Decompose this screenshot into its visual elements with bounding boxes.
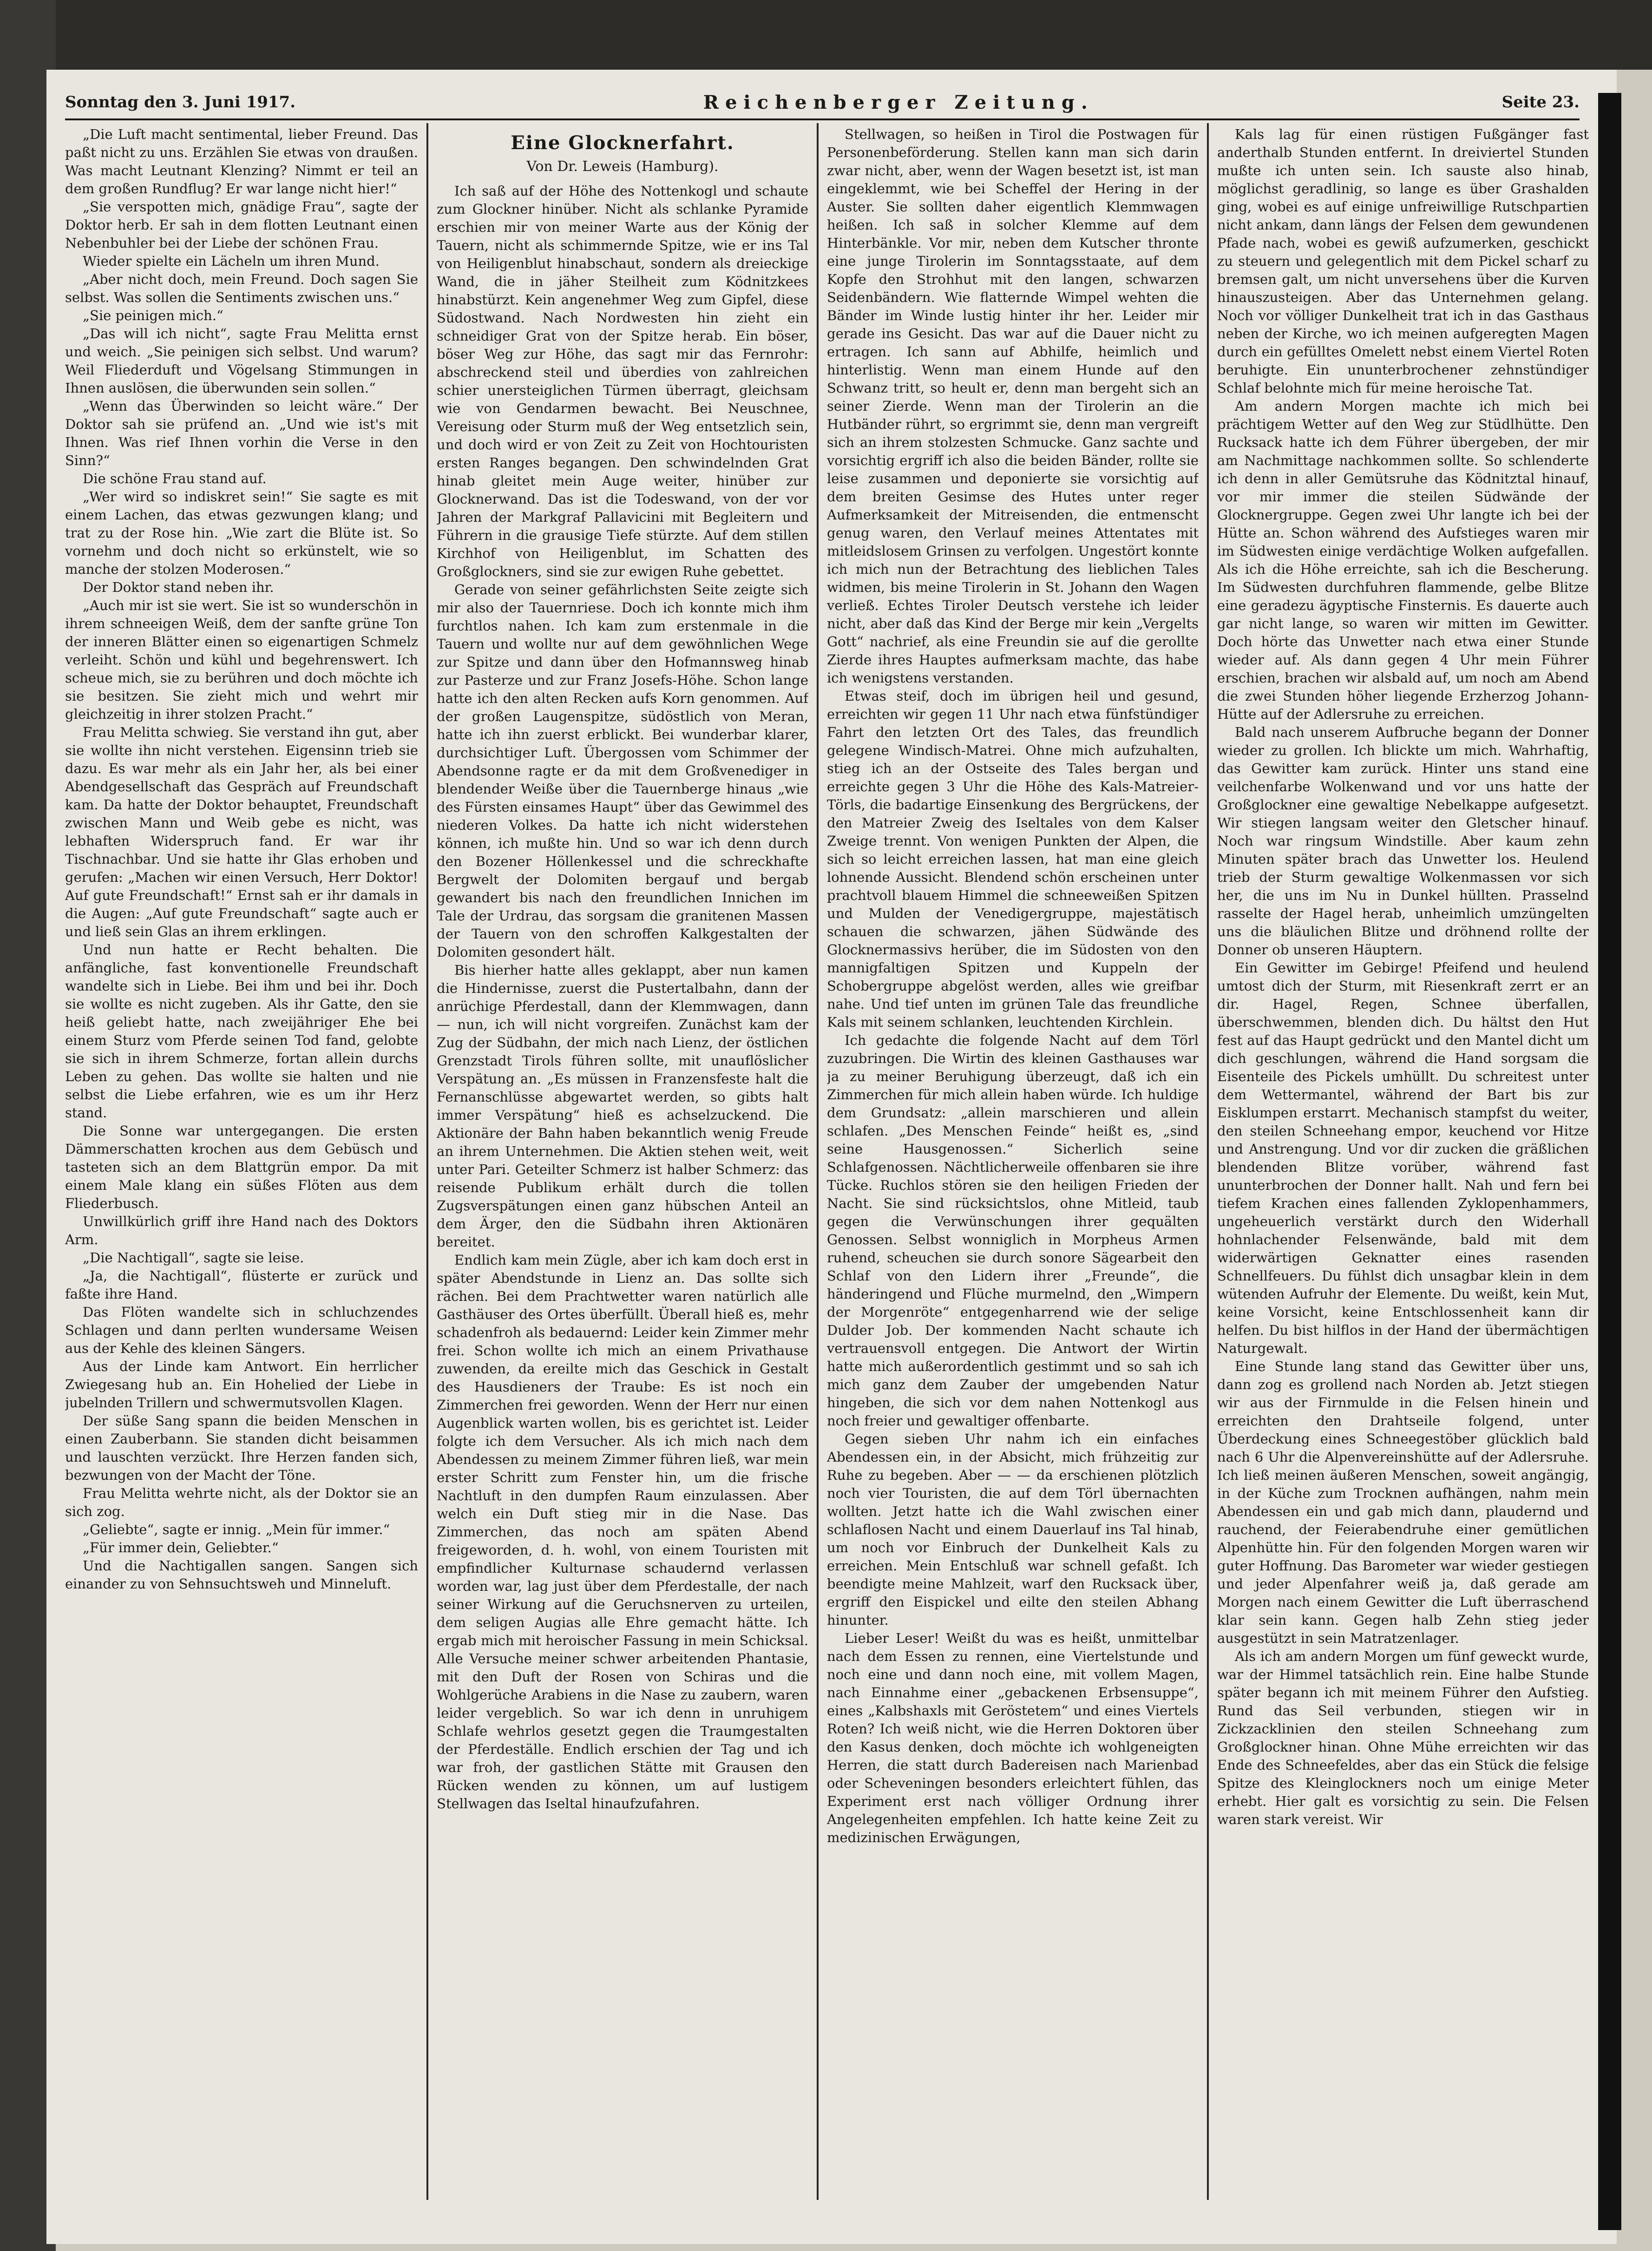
paragraph: Unwillkürlich griff ihre Hand nach des Doktors Arm. xyxy=(65,1214,418,1247)
paragraph: Die schöne Frau stand auf. xyxy=(83,471,267,486)
paragraph: Und nun hatte er Recht behalten. Die anfängliche, fast konventionelle Freundschaft wandelte sich in Liebe. Bei ihm und bei ihr. Doch sie wollte es nicht zugeben. Als ihr Gatte, den sie heiß geliebt hatte, nach zweijähriger Ehe bei einem Sturz vom Pferde seinen Tod fand, gelobte sie sich in ihrem Schmerze, fortan allein durchs Leben zu gehen. Das wollte sie halten und nie selbst die Liebe erfahren, wie es um ihr Herz stand. xyxy=(65,942,418,1121)
masthead: Reichenberger Zeitung. xyxy=(703,91,1094,113)
paragraph: Ich gedachte die folgende Nacht auf dem Törl zuzubringen. Die Wirtin des kleinen Gasthauses war ja zu meiner Beruhigung überzeugt, daß ich ein Zimmerchen für mich allein haben würde. Ich huldige dem Grundsatz: „allein marschieren und allein schlafen. „Des Menschen Feinde“ heißt es, „sind seine Hausgenossen.“ Sicherlich seine Schlafgenossen. Nächtlicherweile offenbaren sie ihre Tücke. Ruchlos stören sie den heiligen Frieden der Nacht. Sie sind rücksichtslos, ohne Mitleid, taub gegen die Verwünschungen ihrer gequälten Genossen. Selbst wonniglich in Morpheus Armen ruhend, scheuchen sie durch sonore Sägearbeit den Schlaf von den Lidern ihrer „Freunde“, die händeringend und Flüche murmelnd, den „Wimpern der Morgenröte“ entgegenharrend wie der selige Dulder Job. Der kommenden Nacht schaute ich vertrauensvoll entgegen. Die Antwort der Wirtin hatte mich außerordentlich gestimmt und so sah ich mich ganz dem Zauber der umgebenden Natur hingeben, die sich vor dem nahen Nottenkogl aus noch freier und gewaltiger offenbarte. xyxy=(827,1032,1199,1429)
paragraph: Bald nach unserem Aufbruche begann der Donner wieder zu grollen. Ich blickte um mich. Wahrhaftig, das Gewitter kam zurück. Hinter uns stand eine veilchenfarbe Wolkenwand und vor uns hatte der Großglockner eine gewaltige Nebelkappe aufgesetzt. Wir stiegen langsam weiter den Gletscher hinauf. Noch war ringsum Windstille. Aber kaum zehn Minuten später brach das Unwetter los. Heulend trieb der Sturm gewaltige Wolkenmassen vor sich her, die uns im Nu in Dunkel hüllten. Prasselnd rasselte der Hagel herab, unheimlich umzüngelten uns die bläulichen Blitze und dröhnend rollte der Donner ob unseren Häuptern. xyxy=(1217,724,1589,958)
paragraph: Am andern Morgen machte ich mich bei prächtigem Wetter auf den Weg zur Stüdlhütte. Den Rucksack hatte ich dem Führer übergeben, der mir am Nachmittage nachkommen sollte. So schlenderte ich denn in aller Gemütsruhe das Ködnitztal hinauf, vor mir immer die steilen Südwände der Glocknergruppe. Gegen zwei Uhr langte ich bei der Hütte an. Schon während des Aufstieges waren mir im Südwesten einige verdächtige Wolken aufgefallen. Als ich die Höhe erreichte, sah ich die Bescherung. Im Südwesten durchfuhren flammende, gelbe Blitze eine geradezu ägyptische Finsternis. Es dauerte auch gar nicht lange, so waren wir mitten im Gewitter. Doch hörte das Unwetter nach etwa einer Stunde wieder auf. Als dann gegen 4 Uhr mein Führer erschien, brachen wir alsbald auf, um noch am Abend die zwei Stunden höher liegende Erzherzog Johann-Hütte auf der Adlersruhe zu erreichen. xyxy=(1217,398,1589,722)
header-date: Sonntag den 3. Juni 1917. xyxy=(65,93,296,112)
paragraph: „Das will ich nicht“, sagte Frau Melitta ernst und weich. „Sie peinigen sich selbst. Und warum? Weil Fliederduft und Vögelsang Stimmungen in Ihnen auslösen, die überwunden sein sollen.“ xyxy=(65,326,418,396)
paragraph: Bis hierher hatte alles geklappt, aber nun kamen die Hindernisse, zuerst die Pustertalbahn, dann der anrüchige Pferdestall, dann der Klemmwagen, dann — nun, ich will nicht vorgreifen. Zunächst kam der Zug der Südbahn, der mich nach Lienz, der östlichen Grenzstadt Tirols führen sollte, mit unauflöslicher Verspätung an. „Es müssen in Franzensfeste halt die Fernanschlüsse abgewartet werden, so gibts halt immer Verspätung“ hieß es achselzuckend. Die Aktionäre der Bahn haben bekanntlich wenig Freude an ihrem Unternehmen. Die Aktien stehen weit, weit unter Pari. Geteilter Schmerz ist halber Schmerz: das reisende Publikum erhält durch die tollen Zugsverspätungen einen ganz hübschen Anteil an dem Ärger, den die Südbahn ihren Aktionären bereitet. xyxy=(437,962,808,1250)
paragraph: Der Doktor stand neben ihr. xyxy=(83,579,274,595)
paragraph: Frau Melitta schwieg. Sie verstand ihn gut, aber sie wollte ihn nicht verstehen. Eigensinn trieb sie dazu. Es war mehr als ein Jahr her, als bei einer Abendgesellschaft das Gespräch auf Freundschaft kam. Da hatte der Doktor behauptet, Freundschaft zwischen Mann und Weib gebe es nicht, was lebhaften Widerspruch fand. Er war ihr Tischnachbar. Und sie hatte ihr Glas erhoben und gerufen: „Machen wir einen Versuch, Herr Doktor! Auf gute Freundschaft!“ Ernst sah er ihr damals in die Augen: „Auf gute Freundschaft“ sagte auch er und ließ sein Glas an ihrem erklingen. xyxy=(65,724,418,939)
column-rule xyxy=(426,123,428,2200)
column-4 xyxy=(1217,125,1589,2202)
paragraph: Und die Nachtigallen sangen. Sangen sich einander zu von Sehnsuchtsweh und Minneluft. xyxy=(65,1558,418,1592)
column-2 xyxy=(437,125,808,2202)
article-byline: Von Dr. Leweis (Hamburg). xyxy=(526,158,719,175)
paragraph: Ein Gewitter im Gebirge! Pfeifend und heulend umtost dich der Sturm, mit Riesenkraft zerrt er an dir. Hagel, Regen, Schnee überfallen, überschwemmen, blenden dich. Du hältst den Hut fest auf das Haupt gedrückt und den Mantel dicht um dich geschlungen, während die Hand sorgsam die Eisenteile des Pickels umhüllt. Du schreitest unter dem Wettermantel, während der Bart bis zur Eisklumpen erstarrt. Mechanisch stampfst du weiter, den steilen Schneehang empor, keuchend vor Hitze und Anstrengung. Und vor dir zucken die gräßlichen blendenden Blitze vorüber, während fast ununterbrochen der Donner hallt. Nah und fern bei tiefem Krachen eines fallenden Zyklopenhammers, ungeheuerlich verstärkt durch den Widerhall hohnlachender Felsenwände, bald mit dem widerwärtigen Geknatter eines rasenden Schnellfeuers. Du fühlst dich unsagbar klein in dem wütenden Aufruhr der Elemente. Du weißt, kein Mut, keine Vorsicht, keine Entschlossenheit kann dir helfen. Du bist hilflos in der Hand der übermächtigen Naturgewalt. xyxy=(1217,960,1589,1356)
paragraph: „Für immer dein, Geliebter.“ xyxy=(83,1540,279,1555)
paragraph: „Geliebte“, sagte er innig. „Mein für immer.“ xyxy=(83,1522,390,1537)
paragraph: „Sie peinigen mich.“ xyxy=(83,308,223,323)
paragraph: Etwas steif, doch im übrigen heil und gesund, erreichten wir gegen 11 Uhr nach etwa fünfstündiger Fahrt den letzten Ort des Tales, das freundlich gelegene Windisch-Matrei. Ohne mich aufzuhalten, stieg ich an der Ostseite des Tales bergan und erreichte gegen 3 Uhr die Höhe des Kals-Matreier-Törls, die badartige Einsenkung des Bergrückens, der den Matreier Zweig des Iseltales von dem Kalser Zweige trennt. Von wenigen Punkten der Alpen, die sich so leicht erreichen lassen, hat man eine gleich lohnende Aussicht. Blendend schön erscheinen unter prachtvoll blauem Himmel die schneeweißen Spitzen und Mulden der Venedigergruppe, majestätisch schauen die schwarzen, jähen Südwände des Glocknermassivs herüber, die im Südosten von den mannigfaltigen Spitzen und Kuppeln der Schobergruppe abgelöst werden, alles wie greifbar nahe. Und tief unten im grünen Tale das freundliche Kals mit seinem schlanken, leuchtenden Kirchlein. xyxy=(827,688,1199,1030)
paragraph: Als ich am andern Morgen um fünf geweckt wurde, war der Himmel tatsächlich rein. Eine halbe Stunde später begann ich mit meinem Führer den Aufstieg. Rund das Seil verbunden, stiegen wir in Zickzacklinien den steilen Schneehang zum Großglockner hinan. Ohne Mühe erreichten wir das Ende des Schneefeldes, aber das ein Stück die felsige Spitze des Kleinglockners noch um einige Meter erhebt. Hier galt es vorsichtig zu sein. Die Felsen waren stark vereist. Wir xyxy=(1217,1648,1589,1827)
paragraph: „Ja, die Nachtigall“, flüsterte er zurück und faßte ihre Hand. xyxy=(65,1268,418,1302)
column-rule xyxy=(1207,123,1209,2200)
column-rule xyxy=(817,123,819,2200)
paragraph: Kals lag für einen rüstigen Fußgänger fast anderthalb Stunden entfernt. In dreiviertel Stunden mußte ich unten sein. Ich sauste also hinab, möglichst geradlinig, so lange es über Grashalden ging, wobei es auf einige unfreiwillige Rutschpartien nicht ankam, dann längs der Felsen dem gewundenen Pfade nach, wobei es gewiß aufzumerken, geschickt zu steuern und gelegentlich mit dem Pickel scharf zu bremsen galt, um nicht unversehens über die Kurven hinauszusteigen. Aber das Unternehmen gelang. Noch vor völliger Dunkelheit trat ich in das Gasthaus neben der Kirche, wo ich meinen aufgeregten Magen durch ein gefülltes Omelett nebst einem Viertel Roten beruhigte. Ein ununterbrochener zehnstündiger Schlaf belohnte mich für meine heroische Tat. xyxy=(1217,126,1589,396)
paragraph: „Wenn das Überwinden so leicht wäre.“ Der Doktor sah sie prüfend an. „Und wie ist's mit Ihnen. Was rief Ihnen vorhin die Verse in den Sinn?“ xyxy=(65,398,418,468)
paragraph: Gerade von seiner gefährlichsten Seite zeigte sich mir also der Tauernriese. Doch ich konnte mich ihm furchtlos nahen. Ich kam zum erstenmale in die Tauern und wollte nur auf dem gewöhnlichen Wege zur Spitze und dann über den Hofmannsweg hinab zur Pasterze und zur Franz Josefs-Höhe. Schon lange hatte ich den alten Recken aufs Korn genommen. Auf der großen Laugenspitze, südöstlich von Meran, hatte ich ihn zuerst erblickt. Bei wunderbar klarer, durchsichtiger Luft. Übergossen vom Schimmer der Abendsonne ragte er da mit dem Großvenediger in blendender Weiße über die Tauernberge hinaus „wie des Fürsten einsames Haupt“ über das Gewimmel des niederen Volkes. Da hatte ich nicht widerstehen können, ich mußte hin. Und so war ich denn durch den Bozener Höllenkessel und die schreckhafte Bergwelt der Dolomiten bergauf und bergab gewandert bis nach den freundlichen Innichen im Tale der Urdrau, das sorgsam die granitenen Massen der Tauern von den schroffen Kalkgestalten der Dolomiten gesondert hält. xyxy=(437,582,808,960)
paragraph: Wieder spielte ein Lächeln um ihren Mund. xyxy=(83,253,380,269)
paragraph: „Auch mir ist sie wert. Sie ist so wunderschön in ihrem schneeigen Weiß, dem der sanfte grüne Ton der inneren Blätter einen so eigenartigen Schmelz verleiht. Schön und kühl und begehrenswert. Ich scheue mich, sie zu berühren und doch möchte ich sie besitzen. Sie zieht mich und wehrt mir gleichzeitig in ihrer stolzen Pracht.“ xyxy=(65,597,418,722)
column-1 xyxy=(65,125,418,2202)
paragraph: „Die Luft macht sentimental, lieber Freund. Das paßt nicht zu uns. Erzählen Sie etwas von draußen. Was macht Leutnant Klenzing? Nimmt er teil an dem großen Rundflug? Er war lange nicht hier!“ xyxy=(65,126,418,197)
paragraph: „Wer wird so indiskret sein!“ Sie sagte es mit einem Lachen, das etwas gezwungen klang; und trat zu der Rose hin. „Wie zart die Blüte ist. So vornehm und doch nicht so erkünstelt, wie so manche der stolzen Moderosen.“ xyxy=(65,489,418,577)
article-body xyxy=(437,182,808,1813)
paragraph: Eine Stunde lang stand das Gewitter über uns, dann zog es grollend nach Norden ab. Jetzt stiegen wir aus der Firnmulde in die Felsen hinein und erreichten den Drahtseile folgend, unter Überdeckung eines Schneegestöber glücklich bald nach 6 Uhr die Alpenvereinshütte auf der Adlersruhe. Ich ließ meinen äußeren Menschen, soweit angängig, in der Küche zum Trocknen aufhängen, nahm mein Abendessen ein und gab mich dann, plaudernd und rauchend, der Feierabendruhe einer gemütlichen Alpenhütte hin. Für den folgenden Morgen waren wir guter Hoffnung. Das Barometer war wieder gestiegen und jeder Alpenfahrer weiß ja, daß gerade am Morgen nach einem Gewitter die Luft überraschend klar sein kann. Gegen halb Zehn stieg jeder ausgestützt in sein Matratzenlager. xyxy=(1217,1358,1589,1646)
paragraph: Gegen sieben Uhr nahm ich ein einfaches Abendessen ein, in der Absicht, mich frühzeitig zur Ruhe zu begeben. Aber — — da erschienen plötzlich noch vier Touristen, die auf dem Törl übernachten wollten. Jetzt hatte ich die Wahl zwischen einer schlaflosen Nacht und einem Dauerlauf ins Tal hinab, um noch vor Einbruch der Dunkelheit Kals zu erreichen. Mein Entschluß war schnell gefaßt. Ich beendigte meine Mahlzeit, warf den Rucksack über, ergriff den Eispickel und eilte den steilen Abhang hinunter. xyxy=(827,1431,1199,1628)
paragraph: Endlich kam mein Zügle, aber ich kam doch erst in später Abendstunde in Lienz an. Das sollte sich rächen. Bei dem Prachtwetter waren natürlich alle Gasthäuser des Ortes überfüllt. Überall hieß es, mehr schadenfroh als bedauernd: Leider kein Zimmer mehr frei. Schon wollte ich mich an einem Privathause zuwenden, da ereilte mich das Geschick in Gestalt des Hausdieners der Traube: Es ist noch ein Zimmerchen frei geworden. Wenn der Herr nur einen Augenblick warten wollen, bis es gerichtet ist. Leider folgte ich dem Versucher. Als ich mich nach dem Abendessen zu meinem Zimmer führen ließ, war mein erster Schritt zum Fenster hin, um die frische Nachtluft in den dumpfen Raum einzulassen. Aber welch ein Duft stieg mir in die Nase. Das Zimmerchen, das noch am späten Abend freigeworden, d. h. wohl, von einem Touristen mit empfindlicher Kulturnase schaudernd verlassen worden war, lag just über dem Pferdestalle, der nach seiner Wirkung auf die Geruchsnerven zu urteilen, dem seligen Augias alle Ehre gemacht hätte. Ich ergab mich mit heroischer Fassung in mein Schicksal. Alle Versuche meiner schwer arbeitenden Phantasie, mit den Duft der Rosen von Schiras und die Wohlgerüche Arabiens in die Nase zu zaubern, waren leider vergeblich. So war ich denn in unruhigem Schlafe wehrlos gesetzt gegen die Traumgestalten der Pferdeställe. Endlich erschien der Tag und ich war froh, der gastlichen Stätte mit Grausen den Rücken wenden zu können, um auf lustigem Stellwagen das Iseltal hinaufzufahren. xyxy=(437,1252,808,1811)
page-number: Seite 23. xyxy=(1501,93,1580,112)
paragraph: Lieber Leser! Weißt du was es heißt, unmittelbar nach dem Essen zu rennen, eine Viertelstunde und noch eine und dann noch eine, mit vollem Magen, nach Einnahme einer „gebackenen Erbsensuppe“, eines „Kalbshaxls mit Geröstetem“ und eines Viertels Roten? Ich weiß nicht, wie die Herren Doktoren über den Kasus denken, doch möchte ich wohlgeneigten Herren, die statt durch Badereisen nach Marienbad oder Scheveningen besonders erleichtert fühlen, das Experiment erst nach völliger Ordnung ihrer Angelegenheiten empfehlen. Ich hatte keine Zeit zu medizinischen Erwägungen, xyxy=(827,1630,1199,1845)
paragraph: „Aber nicht doch, mein Freund. Doch sagen Sie selbst. Was sollen die Sentiments zwischen uns.“ xyxy=(65,271,418,305)
scan-border-top xyxy=(0,0,1652,70)
column-3 xyxy=(827,125,1199,2202)
paragraph: Ich saß auf der Höhe des Nottenkogl und schaute zum Glockner hinüber. Nicht als schlanke Pyramide erschien mir von meiner Warte aus der König der Tauern, nicht als schimmernde Spitze, wie er ins Tal von Heiligenblut hinabschaut, sondern als dreieckige Wand, die in jäher Steilheit zum Ködnitzkees hinabstürzt. Kein angenehmer Weg zum Gipfel, diese Südostwand. Nach Nordwesten hin zieht ein schneidiger Grat von der Spitze herab. Ein böser, böser Weg zur Höhe, das sagt mir das Fernrohr: abschreckend steil und überdies von zahlreichen schier unersteiglichen Türmen überragt, gleichsam wie von Gendarmen bewacht. Bei Neuschnee, Vereisung oder Sturm muß der Weg entsetzlich sein, und doch wird er von Zeit zu Zeit von Hochtouristen ersten Ranges begangen. Den schwindelnden Grat hinab gleitet mein Auge weiter, hinüber zur Glocknerwand. Das ist die Todeswand, von der vor Jahren der Markgraf Pallavicini mit Begleitern und Führern in die grausige Tiefe stürzte. Auf dem stillen Kirchhof von Heiligenblut, im Schatten des Großglockners, sind sie zur ewigen Ruhe gebettet. xyxy=(437,183,808,579)
paragraph: Das Flöten wandelte sich in schluchzendes Schlagen und dann perlten wundersame Weisen aus der Kehle des kleinen Sängers. xyxy=(65,1304,418,1356)
paragraph: Aus der Linde kam Antwort. Ein herrlicher Zwiegesang hub an. Ein Hohelied der Liebe in jubelnden Trillern und schwermutsvollen Klagen. xyxy=(65,1358,418,1411)
article-title: Eine Glocknerfahrt. xyxy=(511,132,734,154)
paragraph: Frau Melitta wehrte nicht, als der Doktor sie an sich zog. xyxy=(65,1485,418,1519)
paragraph: „Sie verspotten mich, gnädige Frau“, sagte der Doktor herb. Er sah in dem flotten Leutnant einen Nebenbuhler bei der Liebe der schönen Frau. xyxy=(65,199,418,251)
paragraph: Die Sonne war untergegangen. Die ersten Dämmerschatten krochen aus dem Gebüsch und tasteten sich an dem Blattgrün empor. Da mit einem Male klang ein süßes Flöten aus dem Fliederbusch. xyxy=(65,1123,418,1211)
scan-border-right xyxy=(1598,93,1621,2230)
paragraph: „Die Nachtigall“, sagte sie leise. xyxy=(83,1250,304,1266)
paragraph: Der süße Sang spann die beiden Menschen in einen Zauberbann. Sie standen dicht beisammen und lauschten verzückt. Ihre Herzen fanden sich, bezwungen von der Macht der Töne. xyxy=(65,1413,418,1483)
paragraph: Stellwagen, so heißen in Tirol die Postwagen für Personenbeförderung. Stellen kann man sich darin zwar nicht, aber, wenn der Wagen besetzt ist, ist man eingeklemmt, wie bei Scheffel der Hering in der Auster. Sie sollten daher eigentlich Klemmwagen heißen. Ich saß in solcher Klemme auf dem Hinterbänkle. Vor mir, neben dem Kutscher thronte eine junge Tirolerin im Sonntagsstaate, auf dem Kopfe den Strohhut mit den langen, schwarzen Seidenbändern. Wie flatternde Wimpel wehten die Bänder im Winde lustig hinter ihr her. Leider mir gerade ins Gesicht. Das war auf die Dauer nicht zu ertragen. Ich sann auf Abhilfe, heimlich und hinterlistig. Wenn man einem Hunde auf den Schwanz tritt, so heult er, denn man bergeht sich an seiner Zierde. Wenn man der Tirolerin an die Hutbänder rührt, so ergrimmt sie, denn man vergreift sich an ihrem stolzesten Schmucke. Ganz sachte und vorsichtig ergriff ich also die beiden Bänder, rollte sie leise zusammen und deponierte sie vorsichtig auf dem breiten Gesimse des Hutes unter reger Aufmerksamkeit der Mitreisenden, die entmenscht genug waren, den Verlauf meines Attentates mit mitleidslosem Grinsen zu verfolgen. Ungestört konnte ich mich nun der Betrachtung des lieblichen Tales widmen, bis meine Tirolerin in St. Johann den Wagen verließ. Echtes Tiroler Deutsch verstehe ich leider nicht, aber daß das Kind der Berge mir kein „Vergelts Gott“ nachrief, als eine Freundin sie auf die gerollte Zierde ihres Hauptes aufmerksam machte, das habe ich wenigstens verstanden. xyxy=(827,126,1199,686)
page-header xyxy=(65,86,1580,120)
